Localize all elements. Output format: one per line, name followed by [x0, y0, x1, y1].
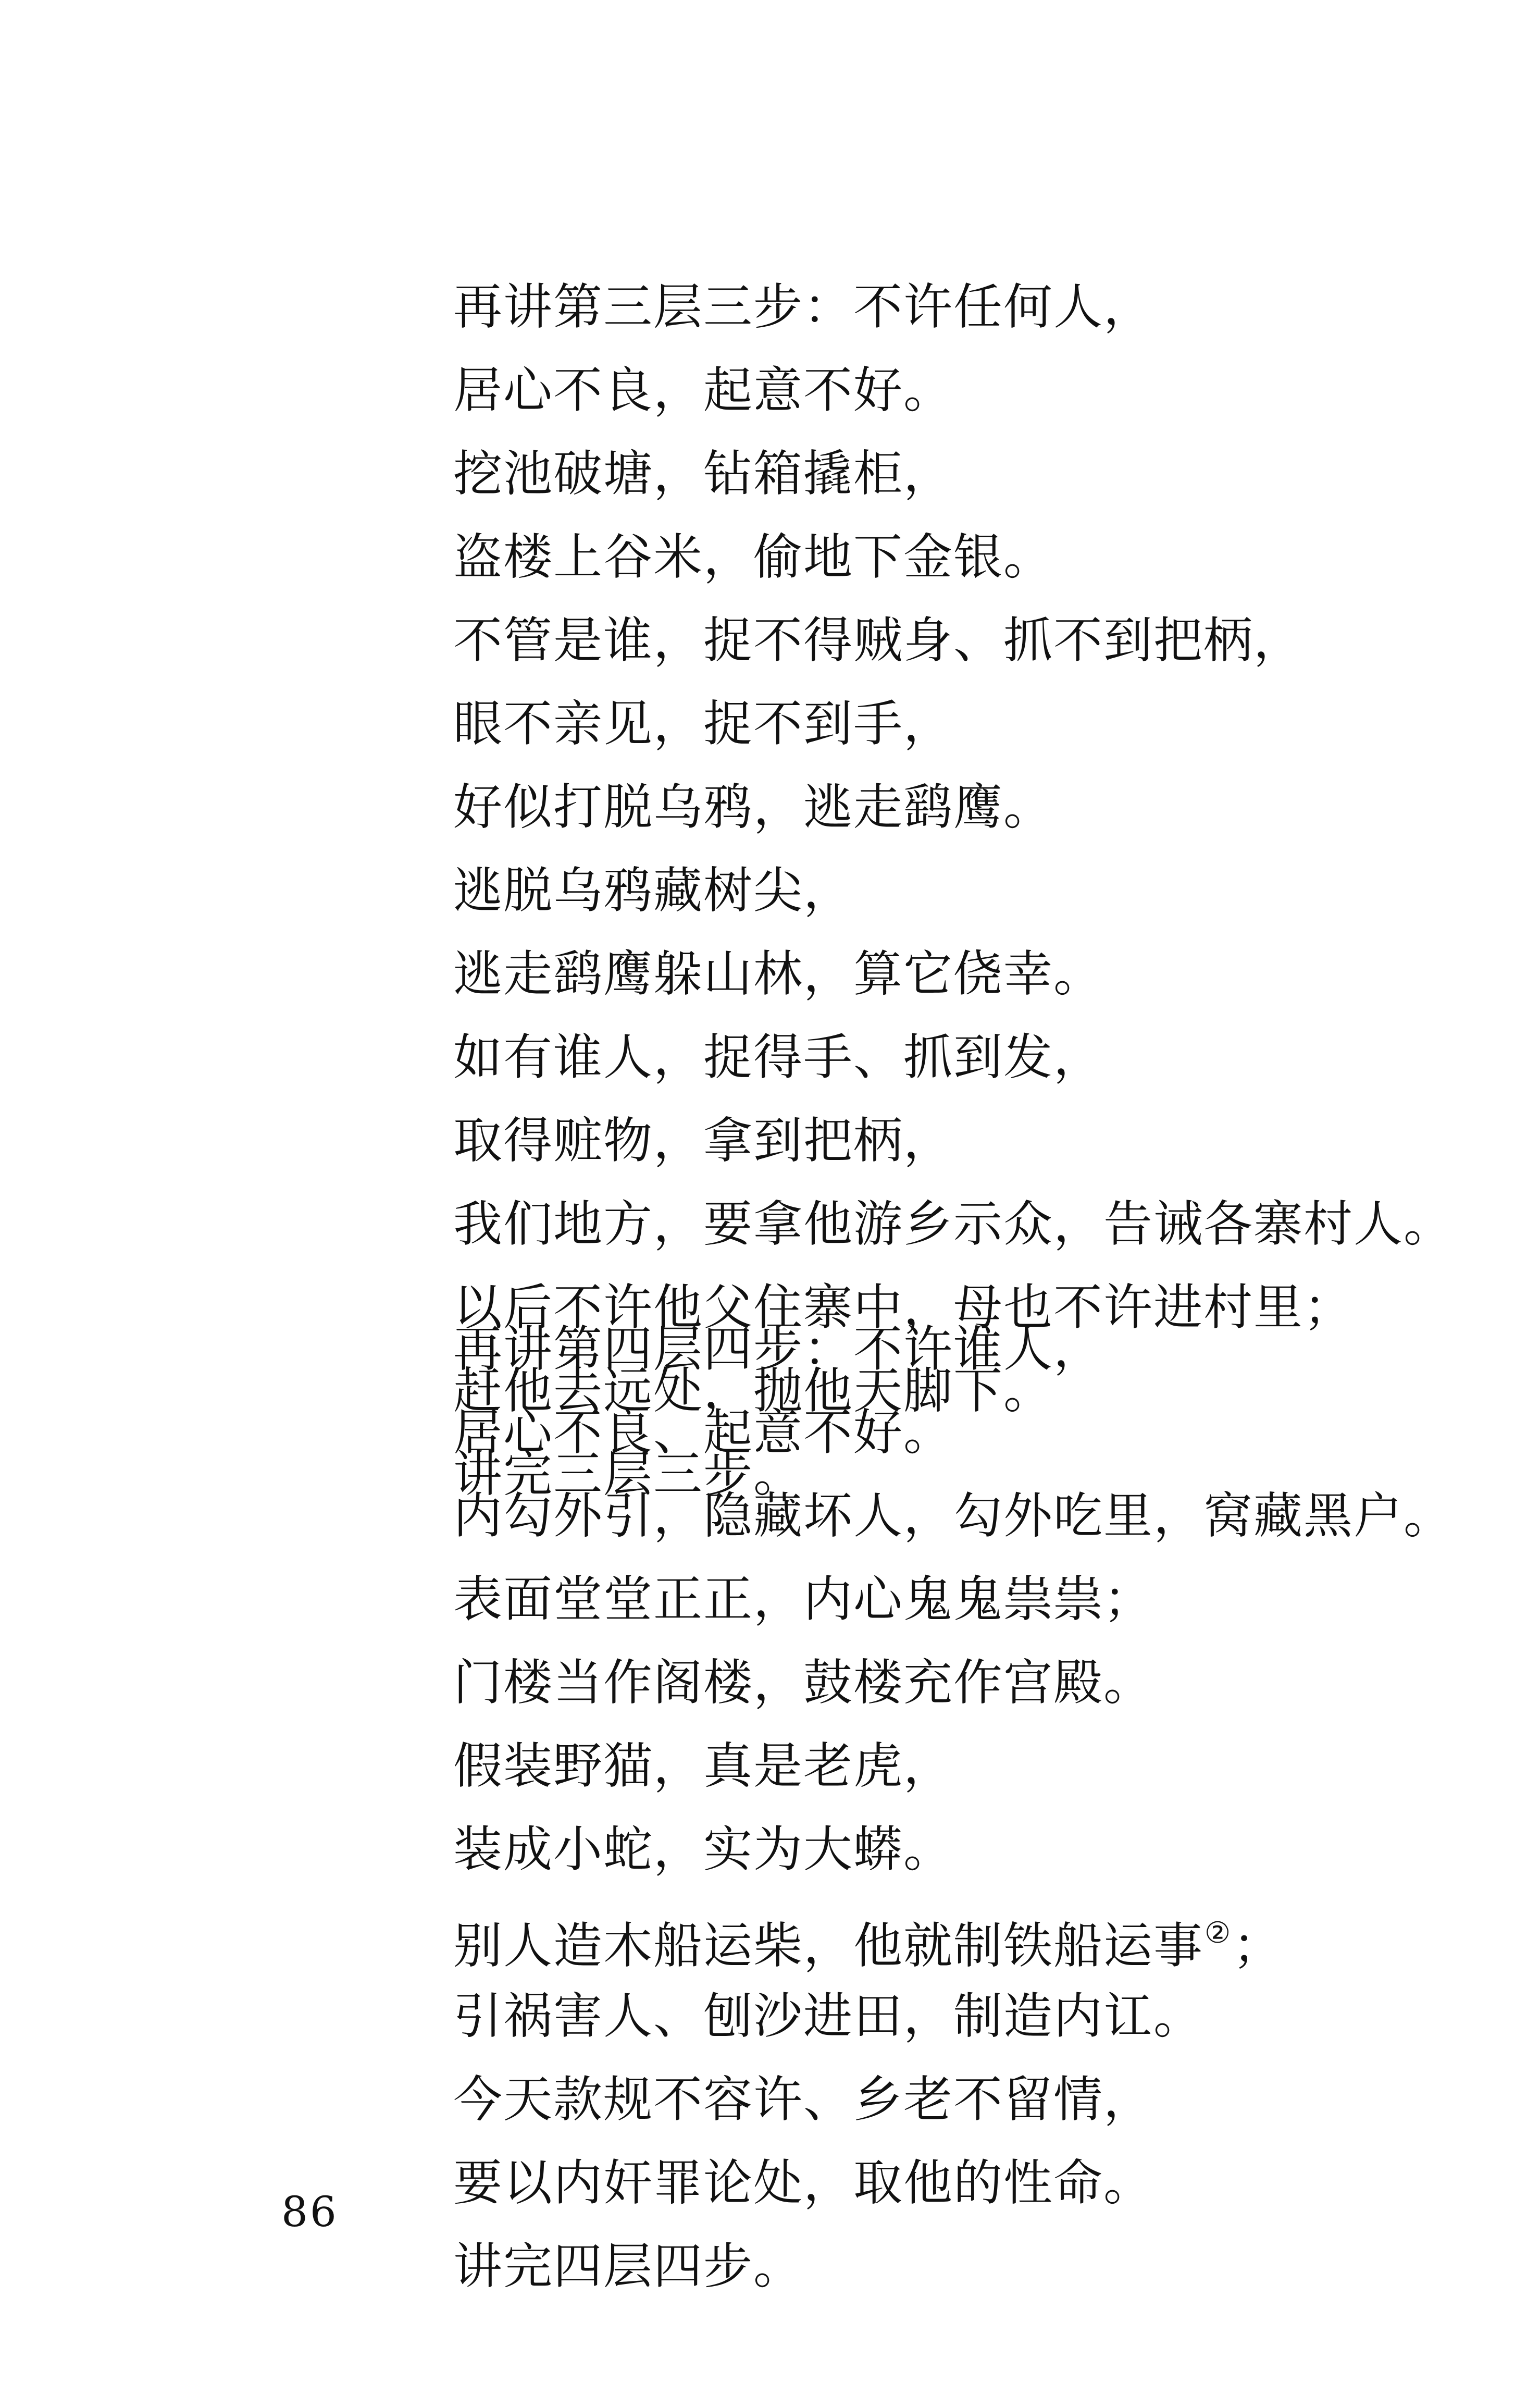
verse-line-text: 别人造木船运柴，他就制铁船运事 [453, 1918, 1204, 1974]
verse-line: 要以内奸罪论处，取他的性命。 [453, 2155, 1154, 2212]
verse-line: 再讲第四层四步：不许谁人， [453, 1321, 1104, 1378]
verse-line: 内勾外引，隐藏坏人，勾外吃里，窝藏黑户。 [453, 1488, 1454, 1545]
verse-line-with-footnote [453, 1892, 1485, 1975]
verse-line: 我们地方，要拿他游乡示众，告诫各寨村人。 [453, 1196, 1454, 1253]
verse-line: 居心不良，起意不好。 [453, 362, 954, 419]
verse-line: 盗楼上谷米，偷地下金银。 [453, 529, 1054, 586]
verse-line: 居心不良、起意不好。 [453, 1404, 954, 1461]
verse-line: 讲完四层四步。 [453, 2238, 804, 2295]
verse-line: 今天款规不容许、乡老不留情， [453, 2071, 1154, 2128]
verse-line: 如有谁人，捉得手、抓到发， [453, 1029, 1104, 1086]
verse-line: 逃脱乌鸦藏树尖， [453, 862, 854, 919]
verse-line: 以后不许他父住寨中，母也不许进村里； [453, 1279, 1354, 1336]
verse-line: 赶他去远处，抛他天脚下。 [453, 1363, 1054, 1419]
verse-line: 讲完三层三步。 [453, 1446, 804, 1503]
verse-line: 不管是谁，捉不得贼身、抓不到把柄， [453, 612, 1304, 669]
verse-line: 挖池破塘，钻箱撬柜， [453, 446, 954, 502]
stanza-fourth-layer [453, 1308, 1485, 2308]
page-number: 86 [281, 2188, 339, 2236]
verse-line: 好似打脱乌鸦，逃走鹞鹰。 [453, 779, 1054, 836]
verse-line: 表面堂堂正正，内心鬼鬼祟祟； [453, 1571, 1154, 1628]
verse-line: 眼不亲见，捉不到手， [453, 696, 954, 752]
verse-line: 再讲第三层三步：不许任何人， [453, 279, 1154, 336]
verse-line: 取得赃物，拿到把柄， [453, 1113, 954, 1169]
verse-line: 门楼当作阁楼，鼓楼充作宫殿。 [453, 1654, 1154, 1711]
verse-line: 逃走鹞鹰躲山林，算它侥幸。 [453, 946, 1104, 1003]
verse-line: 装成小蛇，实为大蟒。 [453, 1821, 954, 1878]
verse-line: 引祸害人、刨沙进田，制造内讧。 [453, 1988, 1204, 2045]
verse-line: 假装野猫，真是老虎， [453, 1738, 954, 1795]
verse-line-punctuation: ； [1233, 1918, 1283, 1974]
footnote-mark: ② [1204, 1916, 1232, 1950]
